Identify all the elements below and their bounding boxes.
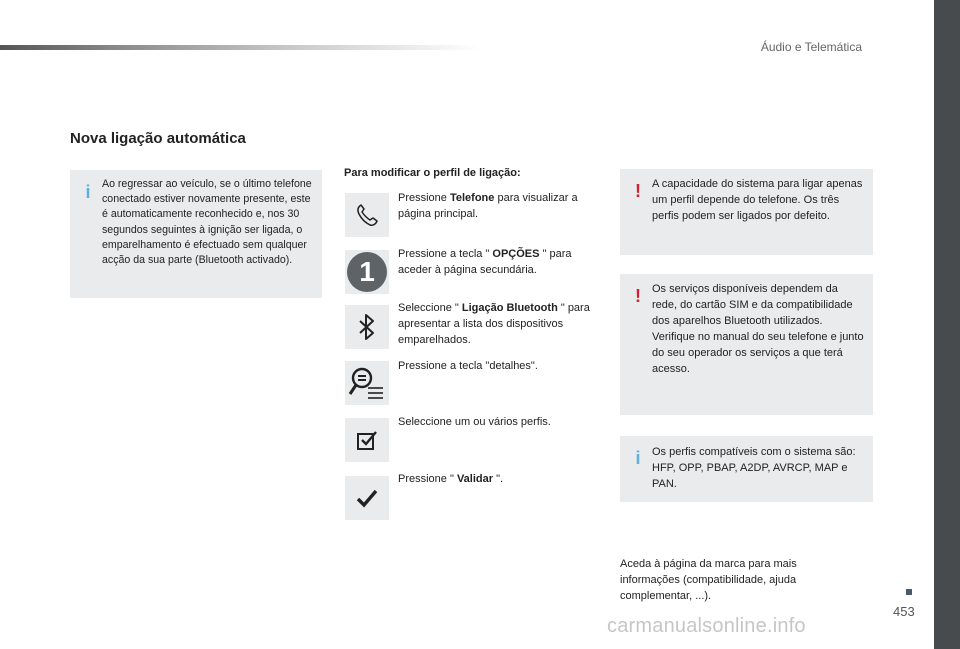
step-6-text: Pressione " Validar ".	[398, 473, 504, 485]
info-box-text: Ao regressar ao veículo, se o último telefone conectado estiver novamente presente, este é automaticamente reconhecido e, nos 30 segundos seguintes à ignição ser ligada, o emparelhamento é efectuado sem qualquer acção da sua parte (Bluetooth activado).	[102, 178, 312, 267]
step-1-text: Pressione Telefone para visualizar a página principal.	[398, 192, 578, 220]
info-box-compatible-profiles	[620, 436, 873, 502]
page-marker	[906, 589, 912, 595]
checkmark-icon	[345, 476, 389, 520]
warning-icon: !	[635, 181, 641, 201]
step-2-icon-box	[345, 250, 389, 294]
steps-heading: Para modificar o perfil de ligação:	[344, 167, 521, 179]
warning-box-text: Os serviços disponíveis dependem da rede, do cartão SIM e da compatibilidade dos aparelhos Bluetooth utilizados. Verifique no manual do seu telefone e junto do seu operador os serviços a que terá acesso.	[652, 283, 864, 375]
step-5-text: Seleccione um ou vários perfis.	[398, 416, 551, 428]
checkbox-icon	[345, 418, 389, 462]
brand-page-note: Aceda à página da marca para mais informações (compatibilidade, ajuda complementar, ...).	[620, 558, 797, 602]
warning-icon: !	[635, 286, 641, 306]
info-box-text: Os perfis compatíveis com o sistema são: HFP, OPP, PBAP, A2DP, AVRCP, MAP e PAN.	[652, 446, 856, 490]
warning-box-services	[620, 274, 873, 415]
info-icon: i	[85, 182, 91, 202]
phone-icon	[345, 193, 389, 237]
step-4-text: Pressione a tecla "detalhes".	[398, 360, 538, 372]
watermark: carmanualsonline.info	[607, 615, 806, 637]
page-edge-strip	[934, 0, 960, 649]
page-title: Nova ligação automática	[70, 130, 246, 147]
step-2-text: Pressione a tecla " OPÇÕES " para aceder à página secundária.	[398, 248, 572, 276]
details-search-icon	[345, 361, 389, 405]
page-number: 453	[893, 604, 915, 619]
info-box-auto-connection	[70, 170, 322, 298]
number-one-icon: 1	[347, 252, 387, 292]
warning-box-text: A capacidade do sistema para ligar apenas um perfil depende do telefone. Os três perfis podem ser ligados por defeito.	[652, 178, 863, 222]
step-3-text: Seleccione " Ligação Bluetooth " para apresentar a lista dos dispositivos emparelhados.	[398, 302, 590, 346]
bluetooth-icon	[345, 305, 389, 349]
info-icon: i	[635, 448, 641, 468]
warning-box-profiles	[620, 169, 873, 255]
header-gradient-bar	[0, 45, 480, 50]
